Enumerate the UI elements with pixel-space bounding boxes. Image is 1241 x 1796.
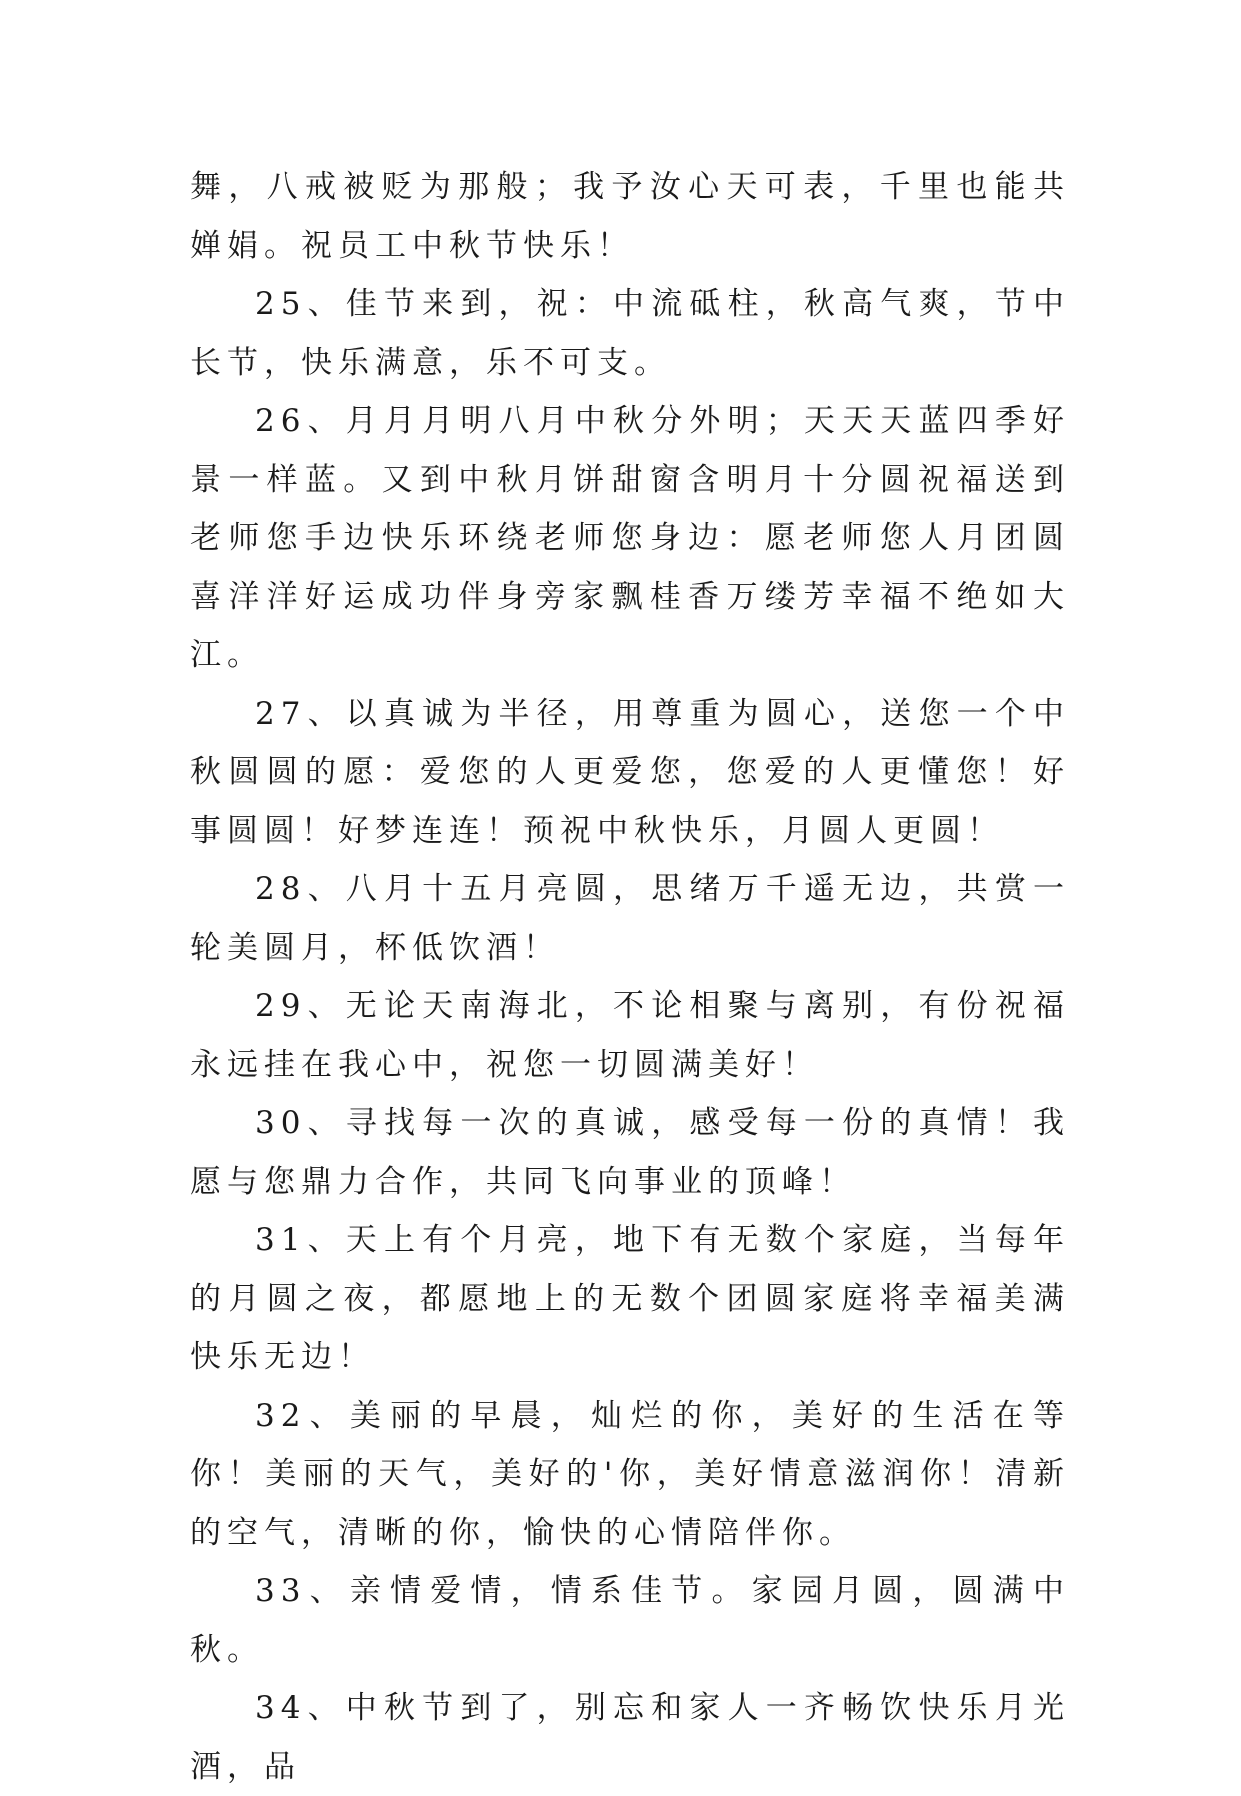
paragraph-28: 28、八月十五月亮圆，思绪万千遥无边，共赏一轮美圆月，杯低饮酒！	[190, 871, 1070, 966]
document-body	[190, 158, 1070, 1796]
paragraph-30: 30、寻找每一次的真诚，感受每一份的真情！我愿与您鼎力合作，共同飞向事业的顶峰！	[190, 1105, 1070, 1200]
paragraph-25: 25、佳节来到，祝：中流砥柱，秋高气爽，节中长节，快乐满意，乐不可支。	[190, 286, 1070, 381]
paragraph-24-continued: 舞，八戒被贬为那般；我予汝心天可表，千里也能共婵娟。祝员工中秋节快乐！	[190, 169, 1070, 264]
paragraph-33: 33、亲情爱情，情系佳节。家园月圆，圆满中秋。	[190, 1573, 1070, 1668]
paragraph-27: 27、以真诚为半径，用尊重为圆心，送您一个中秋圆圆的愿：爱您的人更爱您，您爱的人更懂您！好事圆圆！好梦连连！预祝中秋快乐，月圆人更圆！	[190, 695, 1070, 849]
paragraph-26: 26、月月月明八月中秋分外明；天天天蓝四季好景一样蓝。又到中秋月饼甜窗含明月十分圆祝福送到老师您手边快乐环绕老师您身边：愿老师您人月团圆喜洋洋好运成功伴身旁家飘桂香万缕芳幸福不绝如大江。	[190, 403, 1070, 673]
paragraph-32: 32、美丽的早晨，灿烂的你，美好的生活在等你！美丽的天气，美好的'你，美好情意滋润你！清新的空气，清晰的你，愉快的心情陪伴你。	[190, 1397, 1070, 1551]
paragraph-34: 34、中秋节到了，别忘和家人一齐畅饮快乐月光酒，品	[190, 1690, 1070, 1785]
paragraph-29: 29、无论天南海北，不论相聚与离别，有份祝福永远挂在我心中，祝您一切圆满美好！	[190, 988, 1070, 1083]
paragraph-31: 31、天上有个月亮，地下有无数个家庭，当每年的月圆之夜，都愿地上的无数个团圆家庭将幸福美满快乐无边！	[190, 1222, 1070, 1375]
